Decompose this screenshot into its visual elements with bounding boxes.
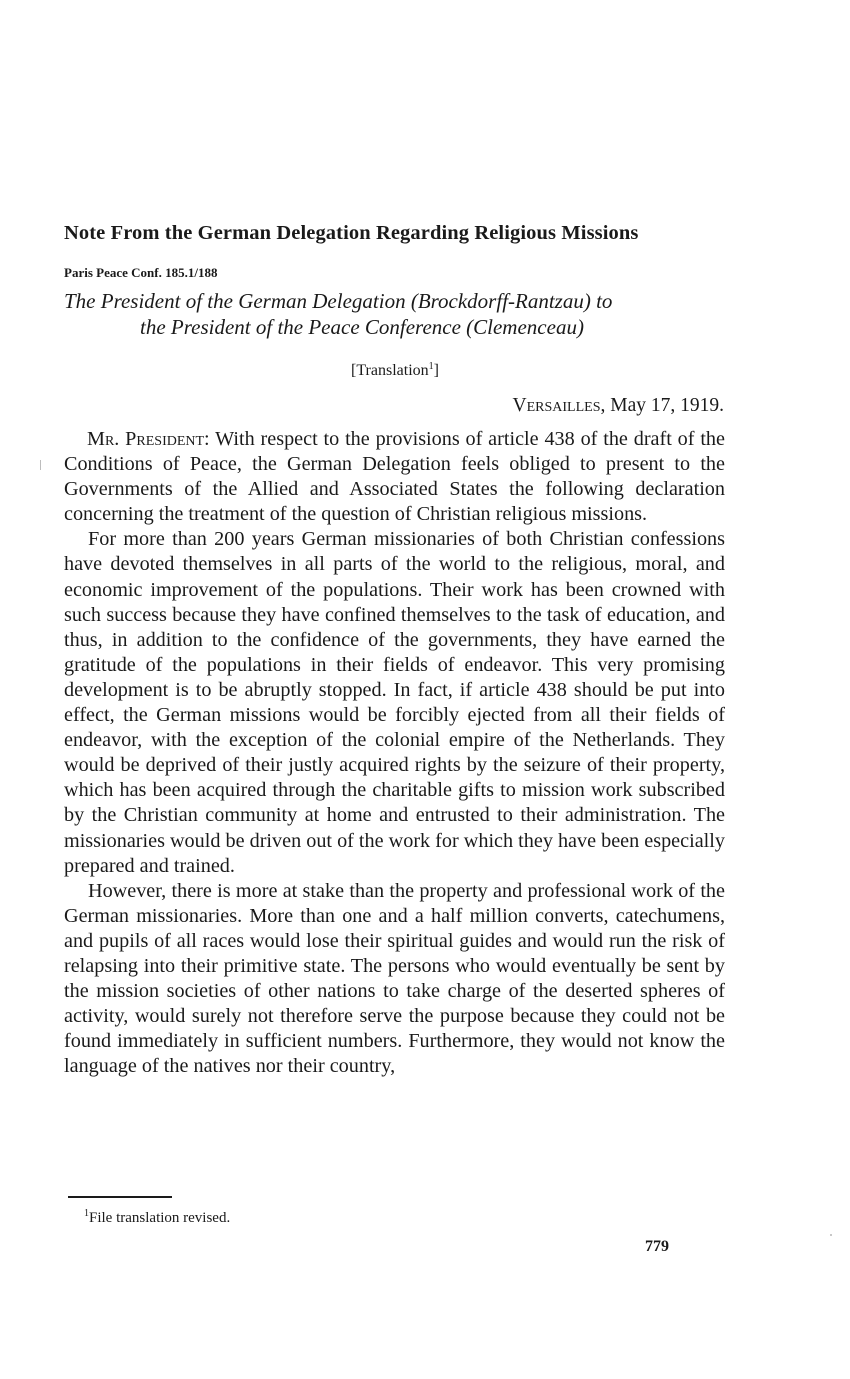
dateline-date: May 17, 1919. — [605, 395, 724, 416]
paragraph-text: With respect to the provisions of article 438 of the draft of the Conditions of Peace, the German Delegation feels obliged to present to the Governments of the Allied and Associated States the following declaration concerning the treatment of the question of Christian religious missions. — [64, 428, 725, 526]
dateline-place: Versailles, — [512, 395, 606, 416]
translation-label: [Translation — [351, 362, 429, 379]
document-title-line-1: The President of the German Delegation (Brockdorff-Rantzau) to — [64, 289, 613, 313]
page-number: 779 — [645, 1238, 669, 1255]
section-heading: Note From the German Delegation Regarding Religious Missions — [64, 222, 639, 244]
margin-speck — [40, 460, 41, 470]
footnote-reference: 1 — [428, 361, 434, 372]
letter-body — [64, 427, 725, 1079]
footnote — [84, 1210, 230, 1227]
paragraph — [64, 427, 725, 527]
document-title-line-2: the President of the Peace Conference (Clemenceau) — [140, 315, 584, 339]
salutation: Mr. President: — [87, 428, 210, 450]
edge-speck — [830, 1234, 832, 1236]
paragraph: For more than 200 years German missionaries of both Christian confessions have devoted themselves in all parts of the world to the religious, moral, and economic improvement of the populations. Their work has been crowned with such success because they have confined themselves to the task of education, and thus, in addition to the confidence of the governments, they have earned the gratitude of the populations in their fields of endeavor. This very promising development is to be abruptly stopped. In fact, if article 438 should be put into effect, the German missions would be forcibly ejected from all their fields of endeavor, with the exception of the colonial empire of the Netherlands. They would be deprived of their justly acquired rights by the seizure of their property, which has been acquired through the charitable gifts to mission work subscribed by the Christian community at home and entrusted to their administration. The missionaries would be driven out of the work for which they have been especially prepared and trained. — [64, 528, 725, 877]
footnote-divider — [68, 1196, 172, 1198]
translation-note — [0, 362, 790, 380]
footnote-marker: 1 — [84, 1208, 89, 1219]
file-reference: Paris Peace Conf. 185.1/188 — [64, 265, 218, 280]
dateline — [513, 395, 724, 417]
footnote-text: File translation revised. — [89, 1210, 231, 1226]
paragraph: However, there is more at stake than the property and professional work of the German missionaries. More than one and a half million converts, catechumens, and pupils of all races would lose their spiritual guides and would run the risk of relapsing into their primitive state. The persons who would eventually be sent by the mission societies of other nations to take charge of the deserted spheres of activity, would surely not therefore serve the purpose because they could not be found immediately in sufficient numbers. Furthermore, they would not know the language of the natives nor their country, — [64, 879, 725, 1078]
document-title — [64, 288, 729, 340]
translation-close: ] — [433, 362, 439, 379]
